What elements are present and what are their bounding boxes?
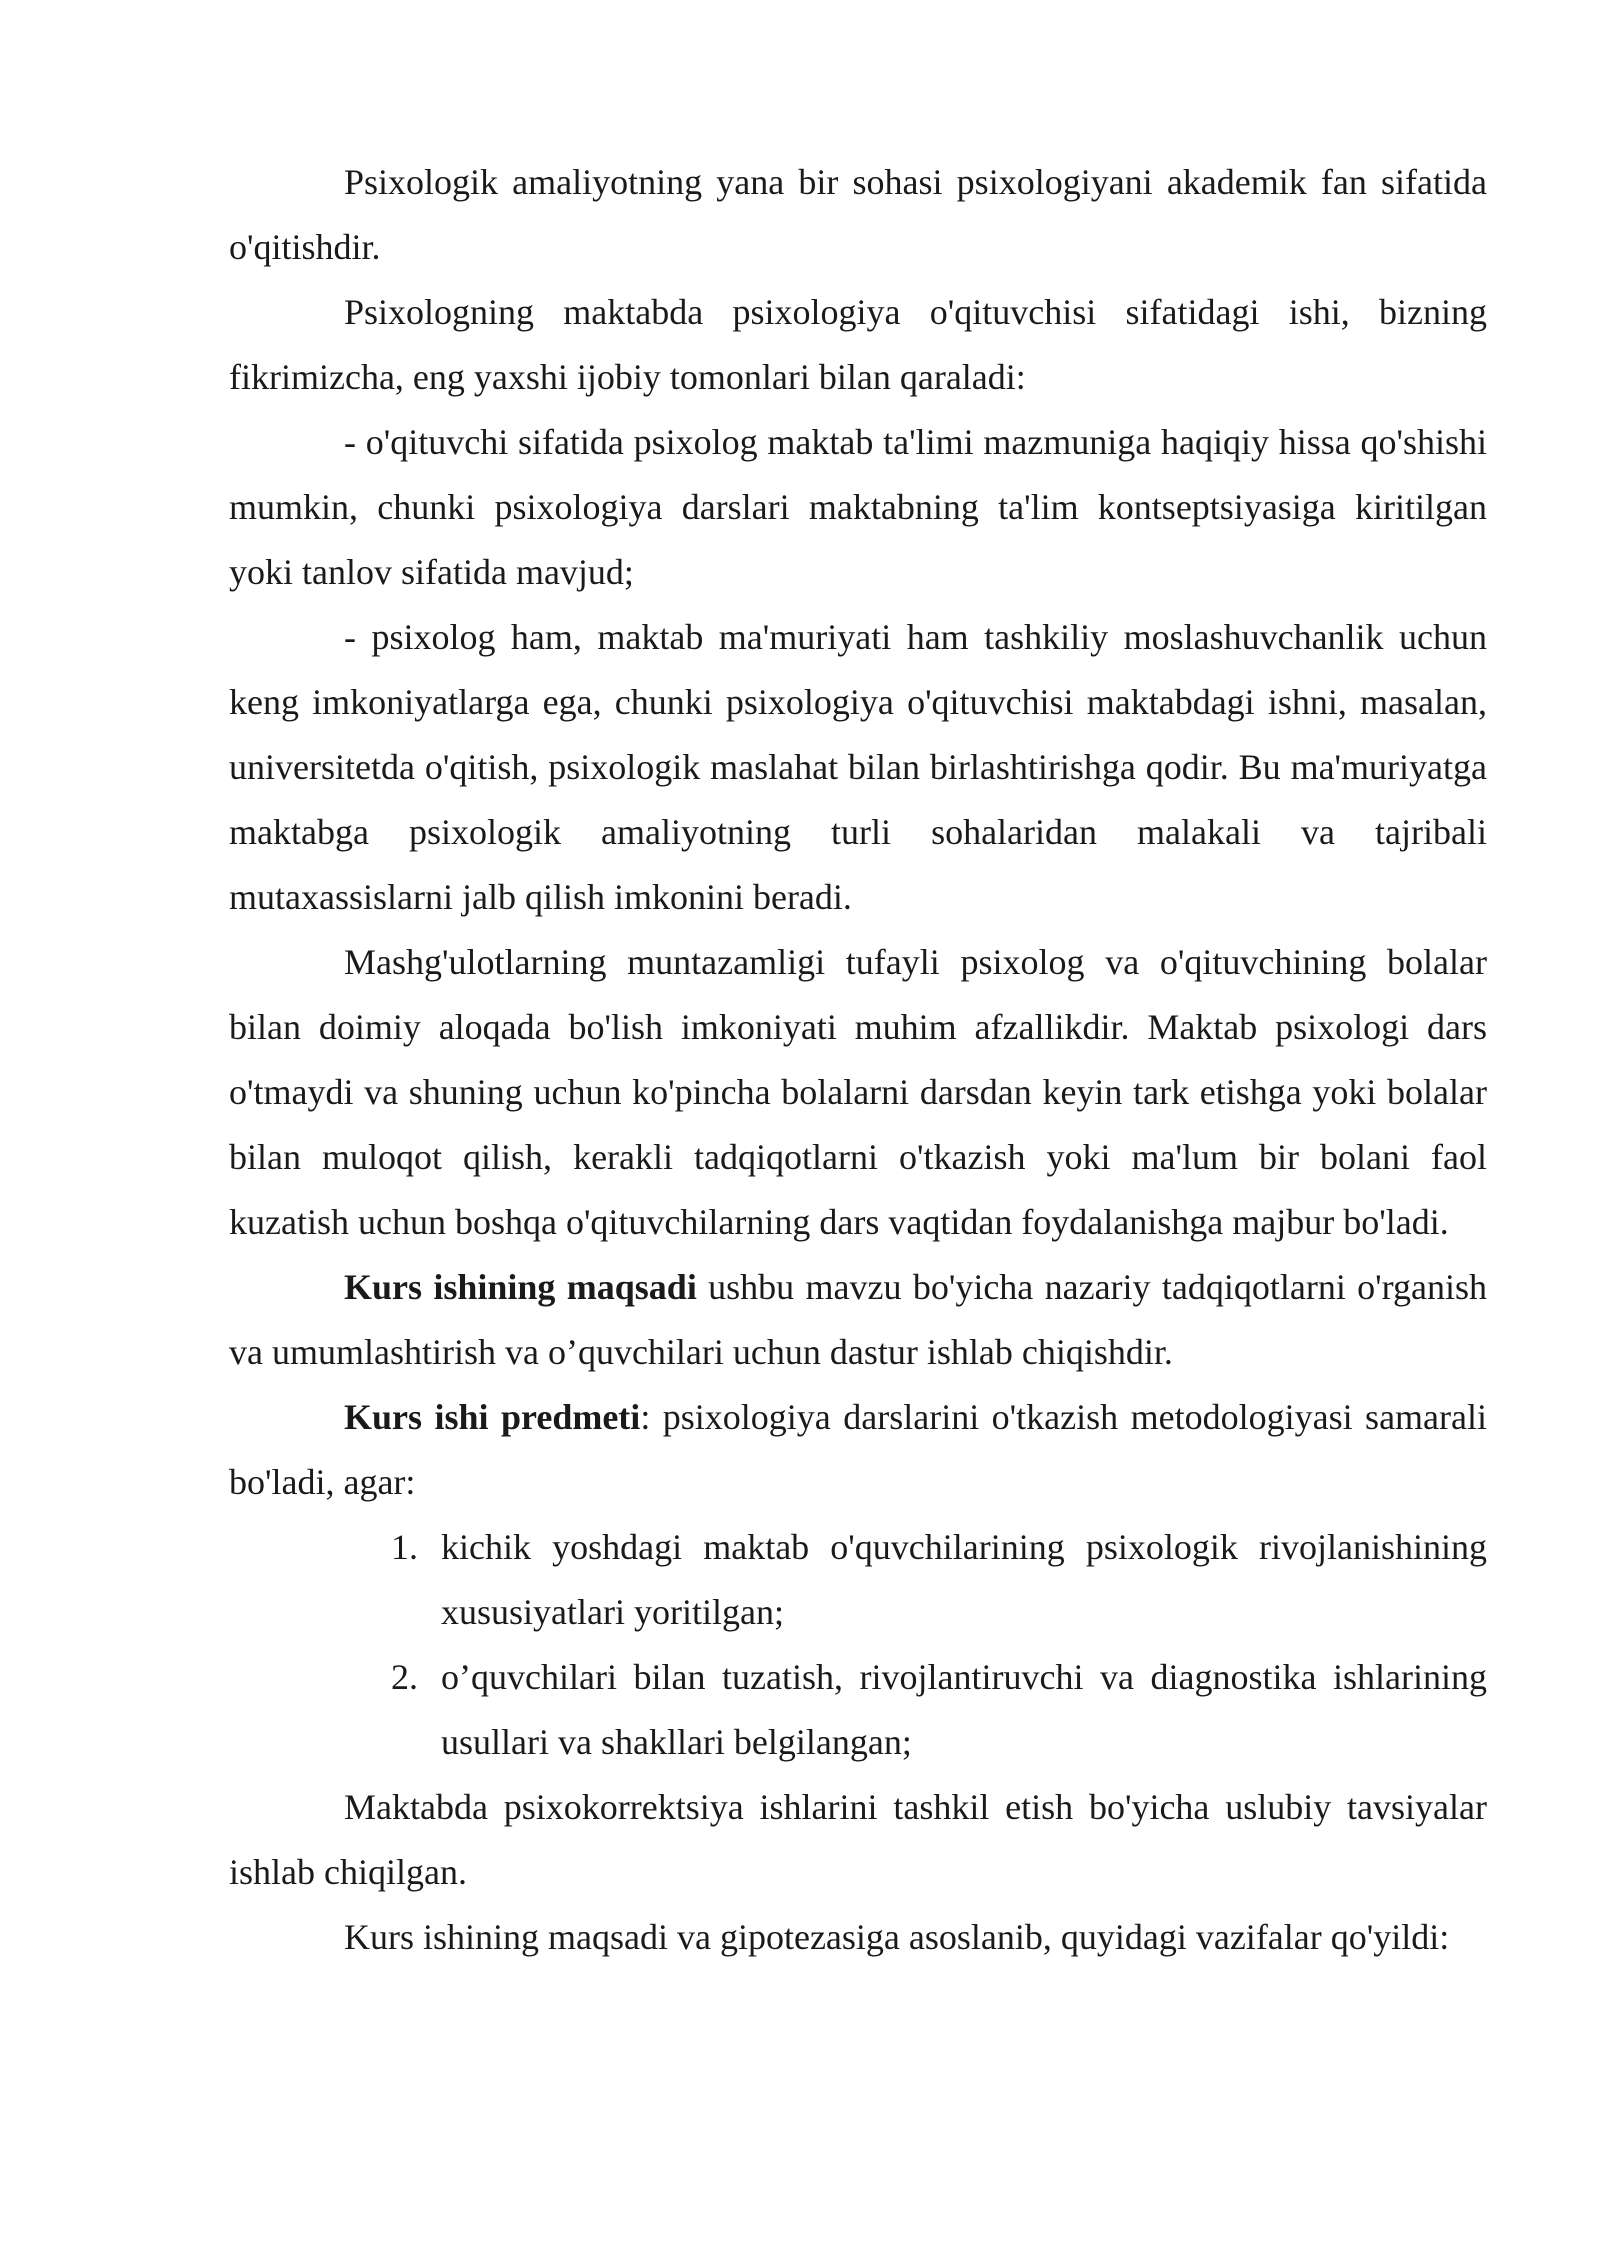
paragraph-tasks: Kurs ishining maqsadi va gipotezasiga asoslanib, quyidagi vazifalar qo'yildi: [344,1917,1450,1957]
list-item-text: o’quvchilari bilan tuzatish, rivojlantiruvchi va diagnostika ishlarining usullari va shakllari belgilangan; [441,1657,1487,1762]
paragraph-intro: Psixologik amaliyotning yana bir sohasi psixologiyani akademik fan sifatida o'qitishdir. [229,162,1487,267]
paragraph-subject [229,1385,1487,1515]
paragraph-teacher-work: Psixologning maktabda psixologiya o'qituvchisi sifatidagi ishi, bizning fikrimizcha, eng yaxshi ijobiy tomonlari bilan qaraladi: [229,292,1487,397]
list-item-text: kichik yoshdagi maktab o'quvchilarining psixologik rivojlanishining xususiyatlari yoritilgan; [441,1527,1487,1632]
document-page [229,150,1487,1970]
goal-heading: Kurs ishining maqsadi [344,1267,697,1307]
paragraph-dash-item-1: - o'qituvchi sifatida psixolog maktab ta'limi mazmuniga haqiqiy hissa qo'shishi mumkin, chunki psixologiya darslari maktabning ta'lim kontseptsiyasiga kiritilgan yoki tanlov sifatida mavjud; [229,422,1487,592]
list-item-number: 1. [391,1527,418,1567]
list-item [391,1645,1487,1775]
subject-heading: Kurs ishi predmeti [344,1397,641,1437]
paragraph-recommendations: Maktabda psixokorrektsiya ishlarini tashkil etish bo'yicha uslubiy tavsiyalar ishlab chiqilgan. [229,1787,1487,1892]
paragraph-goal [229,1255,1487,1385]
goal-text: ushbu mavzu bo'yicha nazariy tadqiqotlarni o'rganish va umumlashtirish va o’quvchilari uchun dastur ishlab chiqishdir. [229,1267,1487,1372]
list-item [391,1515,1487,1645]
paragraph-regularity: Mashg'ulotlarning muntazamligi tufayli psixolog va o'qituvchining bolalar bilan doimiy aloqada bo'lish imkoniyati muhim afzallikdir. Maktab psixologi dars o'tmaydi va shuning uchun ko'pincha bolalarni darsdan keyin tark etishga yoki bolalar bilan muloqot qilish, kerakli tadqiqotlarni o'tkazish yoki ma'lum bir bolani faol kuzatish uchun boshqa o'qituvchilarning dars vaqtidan foydalanishga majbur bo'ladi. [229,942,1487,1242]
numbered-list [229,1515,1487,1775]
list-item-number: 2. [391,1657,418,1697]
paragraph-dash-item-2: - psixolog ham, maktab ma'muriyati ham tashkiliy moslashuvchanlik uchun keng imkoniyatlarga ega, chunki psixologiya o'qituvchisi maktabdagi ishni, masalan, universitetda o'qitish, psixologik maslahat bilan birlashtirishga qodir. Bu ma'muriyatga maktabga psixologik amaliyotning turli sohalaridan malakali va tajribali mutaxassislarni jalb qilish imkonini beradi. [229,617,1487,917]
subject-text: : psixologiya darslarini o'tkazish metodologiyasi samarali bo'ladi, agar: [229,1397,1487,1502]
